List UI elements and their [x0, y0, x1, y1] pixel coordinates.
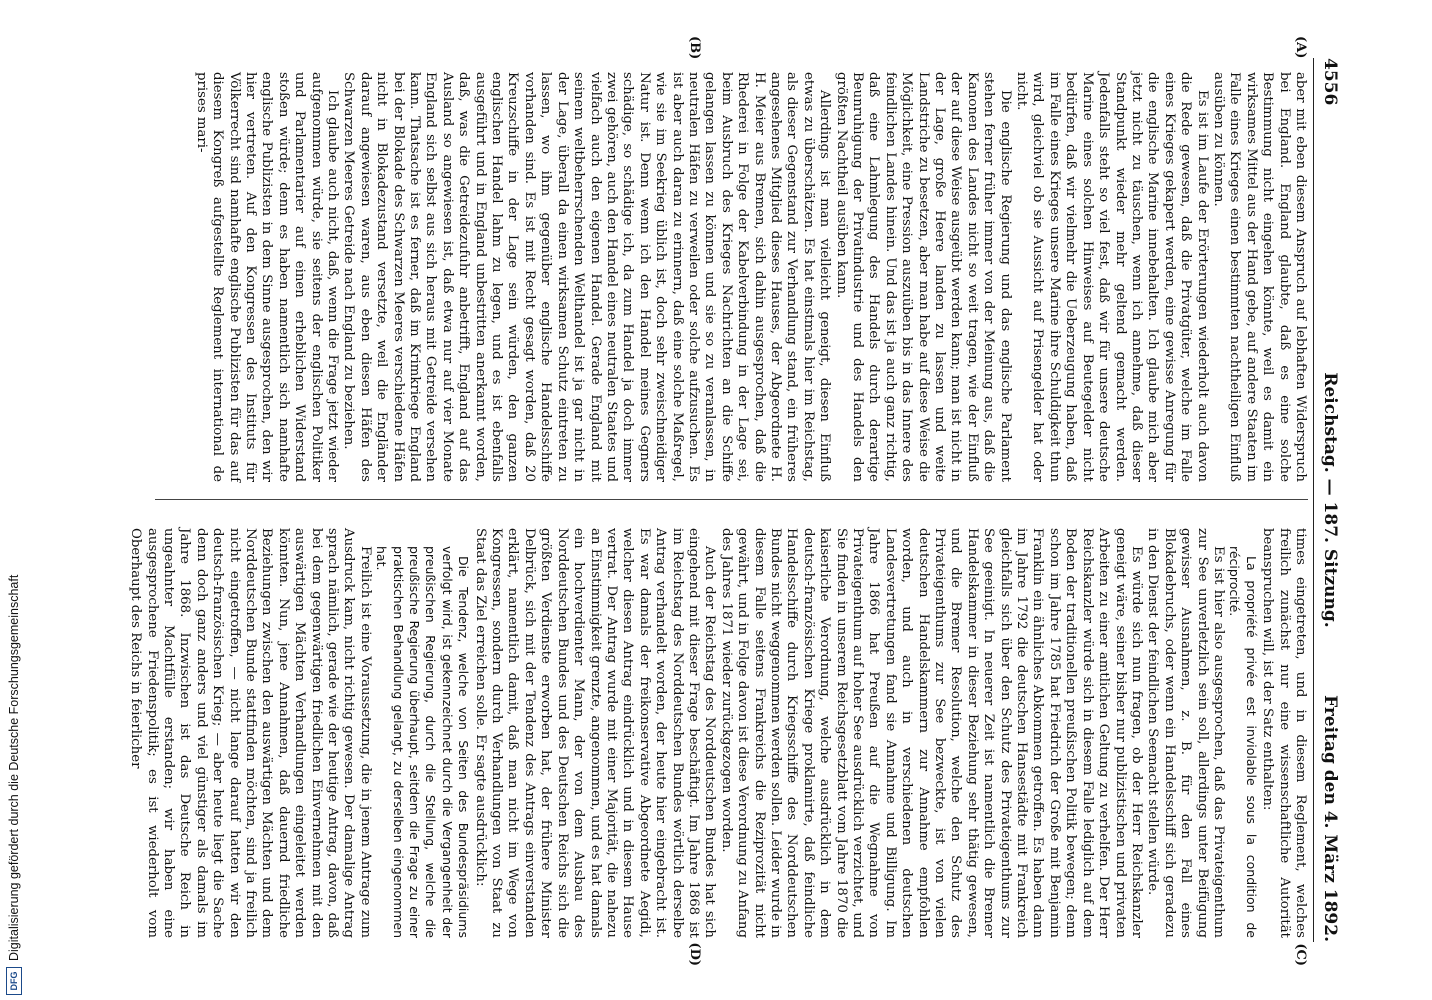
page-number: 4556 [1320, 58, 1340, 106]
paragraph: Die englische Regierung und das englische Parlament stehen ferner früher immer von der Meinung aus, daß die Kanonen des Landes nicht so weit tragen, wie der Einfluß der auf diese Weise ausgeübt werden kann; man ist nicht in der Lage, große Heere landen zu lassen und weite Landstriche zu besetzen, aber man habe auf diese Weise die Möglichkeit, eine Pression auszuüben bis in das Innere des feindlichen Landes hinein. Und das ist ja auch ganz richtig, daß eine Lahmlegung des Handels durch derartige Beunruhigung der Privatindustrie und des Handels den größten Nachtheil ausüben kann. [833, 72, 1013, 482]
paragraph: Allerdings ist man vielleicht geneigt, diesen Einfluß etwas zu überschätzen. Es hat einstmals hier im Reichstag, als dieser Gegenstand zur Verhandlung stand, ein früheres angesehenes Mitglied dieses Hauses, der Abgeordnete H. H. Meier aus Bremen, sich dahin ausgesprochen, daß die Rhederei in Folge der Kabelverbindung in der Lage sei, beim Ausbruch des Krieges Nachrichten an die Schiffe gelangen lassen zu können und sie so zu veranlassen, in neutralen Häfen zu verweilen oder solche aufzusuchen. Es ist aber auch daran zu erinnern, daß eine solche Maßregel, wie sie im Seekrieg üblich ist, doch sehr zweischneidiger Natur ist. Denn wenn ich den Handel meines Gegners schädige, so schädige ich, da zum Handel ja doch immer zwei gehören, auch den Handel eines neutralen Staates und vielfach auch den eigenen Handel. Gerade England mit seinem weltbeherrschenden Welthandel ist ja gar nicht in der Lage, überall da einen wirksamen Schutz eintreten zu lassen, wo ihm gegenüber englische Handelsschiffe vorhanden sind. Es ist mit Recht gesagt worden, daß 20 Kreuzschiffe in der Lage sein würden, den ganzen englischen Handel lahm zu legen, und es ist ebenfalls ausgeführt und in England unbestritten anerkannt worden, daß, was die Getreidezufuhr anbetrifft, England auf das Ausland so angewiesen ist, daß etwa nur auf vier Monate England sich selbst aus sich heraus mit Getreide versehen kann. Thatsache ist es ferner, daß im Krimkriege England bei der Blokade des Schwarzen Meeres verschiedene Häfen nicht in Blokadezustand versetzte, weil die Engländer darauf angewiesen waren, aus eben diesen Häfen des Schwarzen Meeres Getreide nach England zu beziehen. [341, 72, 833, 482]
page-date: Freitag den 4. März 1892. [1320, 695, 1340, 942]
paragraph: Es würde sich nun fragen, ob der Herr Reichskanzler geneigt wäre, seiner bisher nur publizistischen und privaten Arbeiten zu einer amtlichen Geltung zu verhelfen. Der Herr Reichskanzler würde sich in diesem Falle lediglich auf dem Boden der traditionellen preußischen Politik bewegen; denn schon im Jahre 1785 hat Friedrich der Große mit Benjamin Franklin ein ähnliches Abkommen getroffen. Es haben dann im Jahre 1792 die deutschen Hansestädte mit Frankreich gleichfalls sich über den Schutz des Privateigenthums zur See geeinigt. In neuerer Zeit ist namentlich die Bremer Handelskammer in dieser Beziehung sehr thätig gewesen, und die Bremer Resolution, welche den Schutz des Privateigenthums zur See bezweckte, ist von vielen deutschen Handelskammern zur Annahme empfohlen worden, und auch in verschiedenen deutschen Landesvertretungen fand sie Annahme und Billigung. Im Jahre 1866 hat Preußen auf die Wegnahme von Privateigenthum auf hoher See ausdrücklich verzichtet, und Sie finden in unserem Reichsgesetzblatt vom Jahre 1870 die kaiserliche Verordnung, welche ausdrücklich in dem deutsch-französischen Kriege proklamirte, daß feindliche Handelsschiffe durch Kriegsschiffe des Norddeutschen Bundes nicht weggenommen werden sollen. Leider wurde in diesem Falle seitens Frankreichs die Reziprozität nicht gewährt, und in Folge davon ist diese Verordnung zu Anfang des Jahres 1871 wieder zurückgezogen worden. [718, 528, 1144, 938]
dfg-logo: DFG [6, 967, 22, 995]
margin-mark-c: (C) [1293, 943, 1308, 966]
paragraph: aber mit eben diesem Anspruch auf lebhaften Widerspruch bei England. England glaubte, daß es eine solche Bestimmung nicht eingehen könnte, weil es damit ein wirksames Mittel aus der Hand gebe, auf andere Staaten im Falle eines Krieges einen bestimmten nachtheiligen Einfluß ausüben zu können. [1210, 72, 1308, 482]
paragraph: Ich glaube auch nicht, daß, wenn die Frage jetzt wieder aufgenommen würde, sie seitens der englischen Politiker und Parlamentarier auf einen erheblichen Widerstand stoßen würde; denn es haben namentlich sich namhafte englische Publizisten in dem Sinne ausgesprochen, den wir hier vertreten. Auf den Kongressen des Instituts für Völkerrecht sind namhafte englische Publizisten für das auf diesem Kongreß aufgestellte Reglement international de prises mari- [193, 72, 341, 482]
left-text-column [158, 72, 1308, 482]
paragraph: La propriété privée est inviolable sous la condition de réciprocité. [1227, 546, 1259, 938]
page-title: Reichstag. — 187. Sitzung. [1320, 372, 1340, 628]
margin-mark-b: (B) [687, 36, 702, 60]
paragraph: Es ist hier also ausgesprochen, daß das Privateigenthum zur See unverletzlich sein soll, allerdings unter Beifügung gewisser Ausnahmen, z. B. für den Fall eines Blokadebruchs, oder wenn ein Handelsschiff sich geradezu in den Dienst der feindlichen Seemacht stellen würde. [1145, 528, 1226, 938]
paragraph: Freilich ist eine Voraussetzung, die in jenem Antrage zum Ausdruck kam, nicht richtig gewesen. Der damalige Antrag sprach nämlich, gerade wie der heutige Antrag, davon, daß bei dem gegenwärtigen friedlichen Einvernehmen mit den auswärtigen Mächten Verhandlungen eingeleitet werden könnten. Nun, jene Annahmen, daß dauernd friedliche Beziehungen zwischen den auswärtigen Mächten und dem Norddeutschen Bunde stattfinden möchten, sind ja freilich nicht eingetroffen, — nicht lange darauf hatten wir den deutsch-französischen Krieg; — aber heute liegt die Sache denn doch ganz anders und viel günstiger als damals im Jahre 1868. Inzwischen ist das Deutsche Reich in ungeahnter Machtfülle erstanden; wir haben eine ausgesprochene Friedenspolitik; es ist wiederholt vom Oberhaupt des Reichs in feierlicher [128, 528, 373, 938]
margin-mark-a: (A) [1293, 36, 1308, 59]
paragraph: Die Tendenz, welche von Seiten des Bundespräsidiums verfolgt wird, ist gekennzeichnet durch die Vergangenheit der preußischen Regierung, durch die Stellung, welche die preußische Regierung überhaupt, seitdem die Frage zu einer praktischen Behandlung gelangt, zu derselben eingenommen hat. [374, 546, 472, 938]
margin-mark-d: (D) [687, 942, 702, 966]
header-rule [1313, 58, 1314, 942]
paragraph: Es ist im Laufe der Erörterungen wiederholt auch davon die Rede gewesen, daß die Privatgüter, welche im Falle eines Krieges gekapert werden, eine gewisse Anregung für die englische Marine innebehalten. Ich glaube mich aber jetzt nicht zu täuschen, wenn ich annehme, daß dieser Standpunkt wieder mehr geltend gemacht werden. Jedenfalls steht so viel fest, daß wir für unsere deutsche Marine eines solchen Hinweises auf Beutegelder nicht bedürfen, daß wir vielmehr die Ueberzeugung haben, daß im Falle eines Krieges unsere Marine ihre Schuldigkeit thun wird, gleichviel ob sie Aussicht auf Prisengelder hat oder nicht. [1014, 72, 1210, 482]
paragraph: Auch der Reichstag des Norddeutschen Bundes hat sich eingehend mit dieser Frage beschäftigt. Im Jahre 1868 ist im Reichstag des Norddeutschen Bundes wörtlich derselbe Antrag verhandelt worden, der heute hier eingebracht ist. Es war damals der freikonservative Abgeordnete Aegidi, welcher diesen Antrag eindrücklich und in diesem Hause vertrat. Der Antrag wurde mit einer Majorität, die nahezu an Einstimmigkeit grenzte, angenommen, und es hat damals ein hochverdienter Mann, der von dem Ausbau des Norddeutschen Bundes und des Deutschen Reichs sich die größten Verdienste erworben hat, der frühere Minister Delbrück, sich mit der Tendenz des Antrags einverstanden erklärt, namentlich damit, daß man nicht im Wege von Kongressen, sondern durch Verhandlungen von Staat zu Staat das Ziel erreichen solle. Er sagte ausdrücklich: [472, 528, 718, 938]
digitization-credit: Digitalisierung gefördert durch die Deutsche Forschungsgemeinschaft [7, 574, 21, 961]
paragraph: times eingetreten, und in diesem Reglement, welches freilich zunächst nur eine wissenschaftliche Autorität beanspruchen will, ist der Satz enthalten: [1260, 528, 1308, 938]
footer-strip [0, 0, 30, 1000]
right-text-column [128, 528, 1308, 938]
document-page [0, 20, 1432, 980]
column-divider [155, 499, 1308, 500]
page-header [1318, 58, 1340, 942]
